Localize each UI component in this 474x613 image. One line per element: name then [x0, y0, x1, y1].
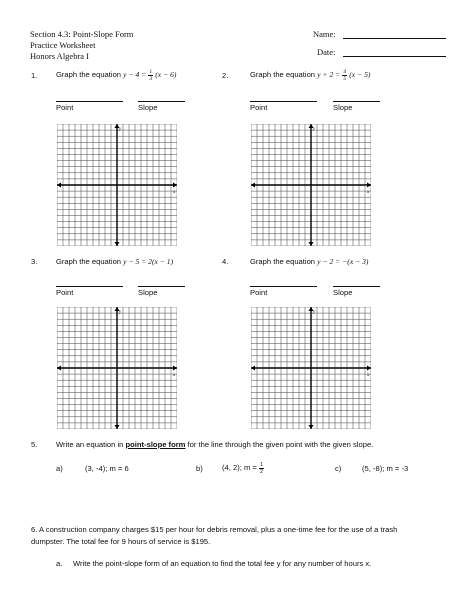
y-axis-arrow-down [309, 242, 314, 246]
problem-1-fraction: $\frac{1}{3}$ [149, 68, 153, 82]
course-name: Honors Algebra I [30, 51, 90, 61]
problem-6-line-1: 6. A construction company charges $15 per hour for debris removal, plus a one-time fee for the use of a trash [31, 525, 398, 534]
problem-2-prompt [250, 68, 370, 82]
problem-5b-fraction: $\frac{1}{2}$ [259, 461, 264, 475]
coordinate-grid-1[interactable] [57, 124, 177, 246]
problem-4-number: 4. [222, 257, 229, 266]
problem-5b-label: b) [196, 464, 203, 473]
worksheet-title: Section 4.3: Point-Slope Form [30, 29, 134, 39]
problem-3-slope-blank[interactable] [138, 286, 185, 287]
y-axis-arrow-down [309, 425, 314, 429]
problem-5c-label: c) [335, 464, 342, 473]
y-axis-arrow-down [115, 242, 120, 246]
problem-3-slope-label: Slope [138, 288, 158, 297]
y-axis-label: y [119, 310, 122, 315]
x-axis-arrow-right [367, 366, 371, 371]
problem-4-equation: y − 2 = −(x − 3) [317, 257, 369, 266]
problem-2-fraction: $\frac{4}{5}$ [343, 68, 347, 82]
x-axis-label: x [367, 373, 370, 378]
problem-3-prompt [56, 257, 173, 266]
problem-2-point-label: Point [250, 103, 268, 112]
problem-2-text: Graph the equation [250, 70, 316, 79]
problem-4-slope-blank[interactable] [333, 286, 380, 287]
problem-4-prompt [250, 257, 368, 266]
x-axis-arrow-left [251, 366, 255, 371]
x-axis-arrow-right [367, 183, 371, 188]
name-field[interactable] [343, 38, 446, 39]
problem-3-number: 3. [31, 257, 38, 266]
problem-5a-label: a) [56, 464, 63, 473]
problem-2-number: 2. [222, 71, 229, 80]
date-field[interactable] [343, 56, 446, 57]
problem-5-number: 5. [31, 440, 38, 449]
problem-3-point-blank[interactable] [56, 286, 123, 287]
problem-6a-text: Write the point-slope form of an equation to find the total fee y for any number of hours x. [73, 559, 372, 568]
problem-5-prompt: Write an equation in point-slope form for the line through the given point with the given slope. [56, 440, 374, 449]
coordinate-grid-3[interactable] [57, 307, 177, 429]
x-axis-arrow-right [173, 366, 177, 371]
problem-1-point-blank[interactable] [56, 101, 123, 102]
problem-3-point-label: Point [56, 288, 74, 297]
x-axis-arrow-left [57, 183, 61, 188]
y-axis-label: y [119, 127, 122, 132]
date-label: Date: [317, 47, 336, 57]
problem-2-point-blank[interactable] [250, 101, 317, 102]
x-axis-arrow-right [173, 183, 177, 188]
x-axis-arrow-left [251, 183, 255, 188]
coordinate-grid-2[interactable] [251, 124, 371, 246]
x-axis-label: x [173, 190, 176, 195]
problem-5a-value: (3, -4); m = 6 [85, 464, 129, 473]
problem-2-slope-blank[interactable] [333, 101, 380, 102]
problem-1-eq-right: (x − 6) [155, 70, 177, 79]
problem-1-number: 1. [31, 71, 38, 80]
problem-6-line-2: dumpster. The total fee for 9 hours of service is $195. [31, 537, 211, 546]
problem-4-point-label: Point [250, 288, 268, 297]
problem-4-slope-label: Slope [333, 288, 353, 297]
problem-4-text: Graph the equation [250, 257, 316, 266]
problem-6a-label: a. [56, 559, 63, 568]
problem-5b-value: (4, 2); m = $\frac{1}{2}$ [222, 461, 264, 475]
name-label: Name: [313, 29, 336, 39]
worksheet-subtitle: Practice Worksheet [30, 40, 96, 50]
problem-3-text: Graph the equation [56, 257, 122, 266]
problem-1-slope-blank[interactable] [138, 101, 185, 102]
x-axis-label: x [367, 190, 370, 195]
problem-1-text: Graph the equation [56, 70, 122, 79]
problem-1-prompt [56, 68, 176, 82]
point-slope-form-emphasis: point-slope form [125, 440, 186, 449]
problem-1-point-label: Point [56, 103, 74, 112]
coordinate-grid-4[interactable] [251, 307, 371, 429]
problem-2-slope-label: Slope [333, 103, 353, 112]
y-axis-label: y [313, 127, 316, 132]
y-axis-arrow-down [115, 425, 120, 429]
problem-1-eq-left: y − 4 = [123, 70, 147, 79]
problem-3-equation: y − 5 = 2(x − 1) [123, 257, 174, 266]
x-axis-arrow-left [57, 366, 61, 371]
y-axis-label: y [313, 310, 316, 315]
x-axis-label: x [173, 373, 176, 378]
problem-2-eq-left: y + 2 = [317, 70, 341, 79]
problem-2-eq-right: (x − 5) [349, 70, 371, 79]
problem-1-slope-label: Slope [138, 103, 158, 112]
problem-4-point-blank[interactable] [250, 286, 317, 287]
problem-5c-value: (5, -8); m = -3 [362, 464, 409, 473]
